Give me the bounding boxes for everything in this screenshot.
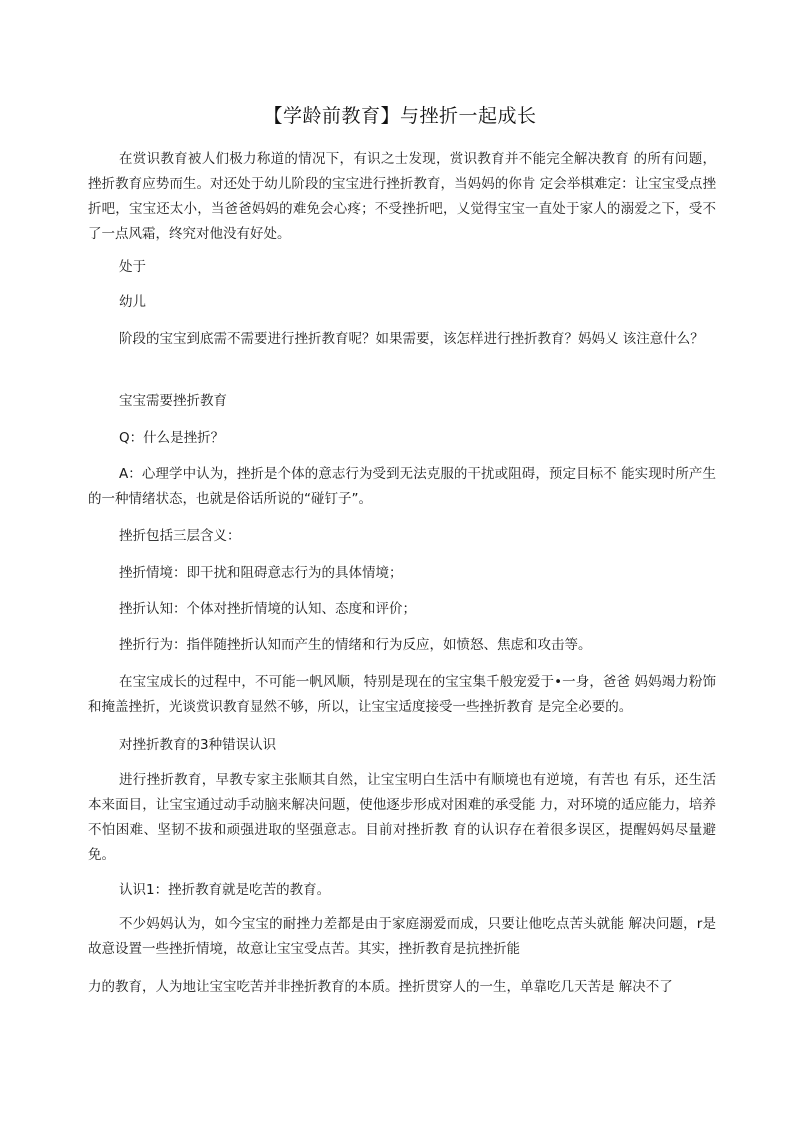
- paragraph-three-meanings: 挫折包括三层含义：: [119, 528, 241, 544]
- paragraph-question: 阶段的宝宝到底需不需要进行挫折教育呢？如果需要，该怎样进行挫折教育？妈妈乂 该注意什么？: [119, 331, 704, 347]
- paragraph-cognition: 挫折认知：个体对挫折情境的认知、态度和评价；: [119, 601, 416, 617]
- paragraph-a: A：心理学中认为，挫折是个体的意志行为受到无法克服的干扰或阻碍，预定目标不 能实现时所产生的一种情绪状态，也就是俗话所说的“碰钉子”。: [88, 466, 716, 507]
- paragraph-misconception-1: 认识1：挫折教育就是吃苦的教育。: [119, 882, 331, 898]
- paragraph-intro: 在赏识教育被人们极力称道的情况下，有识之士发现，赏识教育并不能完全解决教育 的所有问题，挫折教育应势而生。对还处于幼儿阶段的宝宝进行挫折教育，当妈妈的你肯 定会举棋难定：让宝宝受点挫折吧，宝宝还太小，当爸爸妈妈的难免会心疼；不受挫折吧，乂觉得宝宝一直处于家人的溺爱之下，受不了一点风霜，终究对他没有好处。: [88, 151, 716, 242]
- paragraph-expert: 进行挫折教育，早教专家主张顺其自然，让宝宝明白生活中有顺境也有逆境，有苦也 有乐，还生活本来面目，让宝宝通过动手动脑来解决问题，使他逐步形成对困难的承受能 力，对环境的适应能力，培养不怕困难、坚韧不拔和顽强进取的坚强意志。目前对挫折教 育的认识存在着很多误区，提醒妈妈尽量避免。: [88, 772, 716, 863]
- section-heading-need: 宝宝需要挫折教育: [119, 393, 227, 409]
- paragraph-behavior: 挫折行为：指伴随挫折认知而产生的情绪和行为反应，如愤怒、焦虑和攻击等。: [119, 637, 592, 653]
- section-heading-misconceptions: 对挫折教育的3种错误认识: [119, 737, 277, 753]
- paragraph-fragment-1: 处于: [119, 259, 146, 275]
- paragraph-q: Q：什么是挫折？: [119, 430, 225, 446]
- paragraph-situation: 挫折情境：即干扰和阻碍意志行为的具体情境；: [119, 565, 403, 581]
- document-title: 【学龄前教育】与挫折一起成长: [263, 105, 537, 127]
- paragraph-hardship: 不少妈妈认为，如今宝宝的耐挫力差都是由于家庭溺爱而成，只要让他吃点苦头就能 解决问题，r是故意设置一些挫折情境，故意让宝宝受点苦。其实，挫折教育是抗挫折能: [88, 916, 716, 957]
- paragraph-growth: 在宝宝成长的过程中，不可能一帆风顺，特别是现在的宝宝集千般宠爱于•一身，爸爸 妈妈竭力粉饰和掩盖挫折，光谈赏识教育显然不够，所以，让宝宝适度接受一些挫折教育 是完全必要的。: [88, 674, 716, 715]
- paragraph-continuation: 力的教育，人为地让宝宝吃苦并非挫折教育的本质。挫折贯穿人的一生，单靠吃几天苦是 解决不了: [88, 979, 673, 995]
- paragraph-fragment-2: 幼儿: [119, 294, 146, 310]
